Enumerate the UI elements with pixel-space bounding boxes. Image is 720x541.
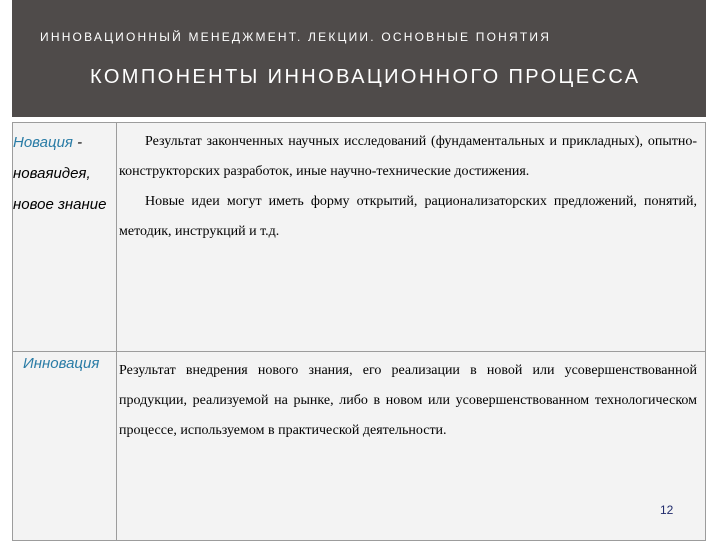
term-innovation: Инновация	[23, 355, 100, 372]
term-cell-novation	[13, 123, 117, 352]
definition-innovation: Результат внедрения нового знания, его реализации в новой или усовершенствованной продукции, реализуемой на рынке, либо в новом или усовершенствованном технологическом процессе, используемом в практической деятельности.	[119, 363, 697, 438]
term-cell-innovation	[13, 352, 117, 541]
slide-header	[12, 0, 706, 117]
definition-novation-1: Результат законченных научных исследований (фундаментальных и прикладных), опытно-конструкторских разработок, иные научно-технические достижения.	[119, 134, 697, 179]
term-novation-tail: - новаяидея, новое знание	[13, 134, 107, 213]
page-number: 12	[660, 503, 674, 517]
slide-title: КОМПОНЕНТЫ ИННОВАЦИОННОГО ПРОЦЕССА	[90, 66, 641, 88]
term-novation-head: Новация	[13, 134, 73, 151]
definition-cell-innovation	[117, 352, 706, 541]
definition-cell-novation	[117, 123, 706, 352]
definitions-table	[12, 122, 706, 541]
course-subtitle: ИННОВАЦИОННЫЙ МЕНЕДЖМЕНТ. ЛЕКЦИИ. ОСНОВНЫЕ ПОНЯТИЯ	[40, 30, 552, 44]
definition-novation-2: Новые идеи могут иметь форму открытий, рационализаторских предложений, понятий, методик, инструкций и т.д.	[119, 194, 697, 239]
term-novation	[13, 123, 116, 220]
table-row-innovation	[13, 352, 706, 541]
table-row-novation	[13, 123, 706, 352]
